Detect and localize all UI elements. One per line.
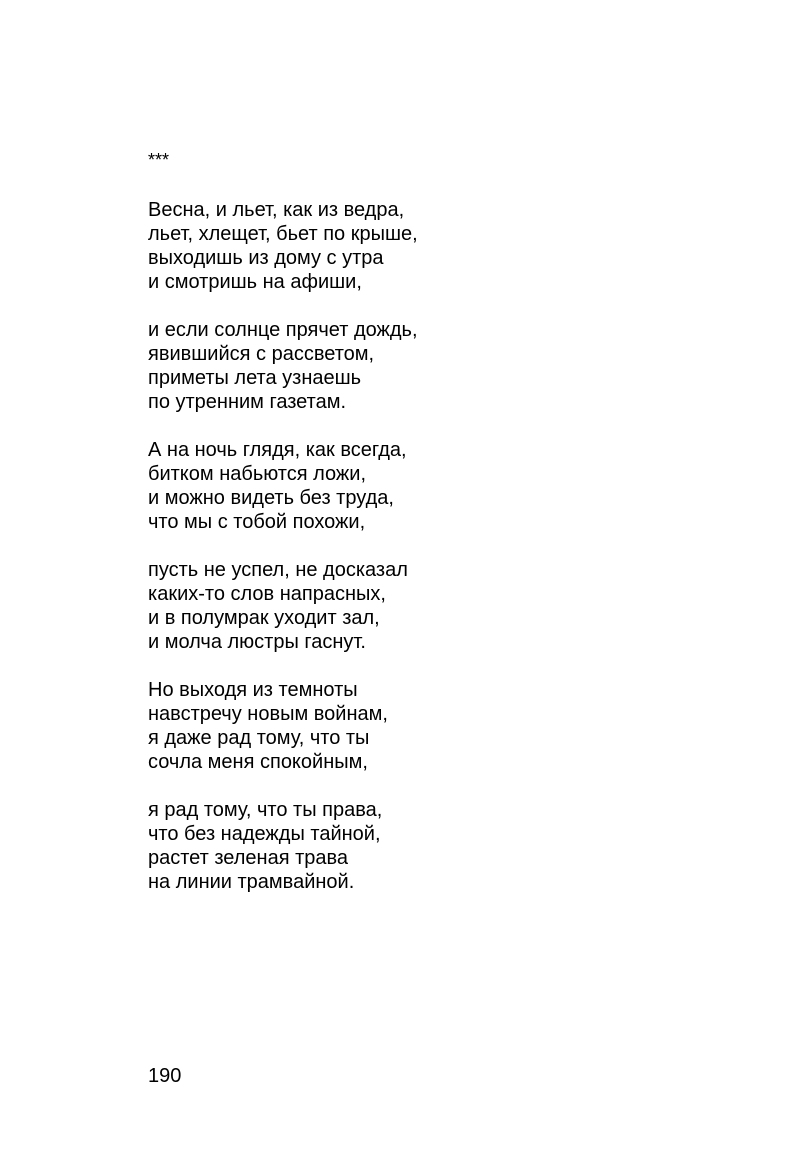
poem-line: и смотришь на афиши, [148,271,362,293]
stanza-1 [148,198,748,294]
section-separator: *** [148,150,170,170]
poem-line: сочла меня спокойным, [148,751,368,773]
poem-line: пусть не успел, не досказал [148,559,408,581]
stanza-4 [148,558,748,654]
stanza-3 [148,438,748,534]
poem-line: Но выходя из темноты [148,679,358,701]
stanza-2 [148,318,748,414]
poem-line: каких-то слов напрасных, [148,583,386,605]
poem-line: и молча люстры гаснут. [148,631,366,653]
stanza-5 [148,678,748,774]
poem [148,198,748,918]
poem-line: приметы лета узнаешь [148,367,362,389]
poem-line: А на ночь глядя, как всегда, [148,439,407,461]
poem-line: растет зеленая трава [148,847,349,869]
poem-line: льет, хлещет, бьет по крыше, [148,223,418,245]
poem-line: и в полумрак уходит зал, [148,607,380,629]
poem-line: я даже рад тому, что ты [148,727,370,749]
poem-line: на линии трамвайной. [148,871,355,893]
poem-line: по утренним газетам. [148,391,347,413]
poem-line: битком набьются ложи, [148,463,367,485]
poem-line: что без надежды тайной, [148,823,381,845]
poem-line: явившийся с рассветом, [148,343,375,365]
poem-line: выходишь из дому с утра [148,247,384,269]
stanza-6 [148,798,748,894]
poem-line: что мы с тобой похожи, [148,511,366,533]
page-number: 190 [148,1065,182,1087]
poem-line: навстречу новым войнам, [148,703,388,725]
poem-line: я рад тому, что ты права, [148,799,383,821]
poem-line: Весна, и льет, как из ведра, [148,199,405,221]
poem-line: и если солнце прячет дождь, [148,319,418,341]
poem-line: и можно видеть без труда, [148,487,394,509]
